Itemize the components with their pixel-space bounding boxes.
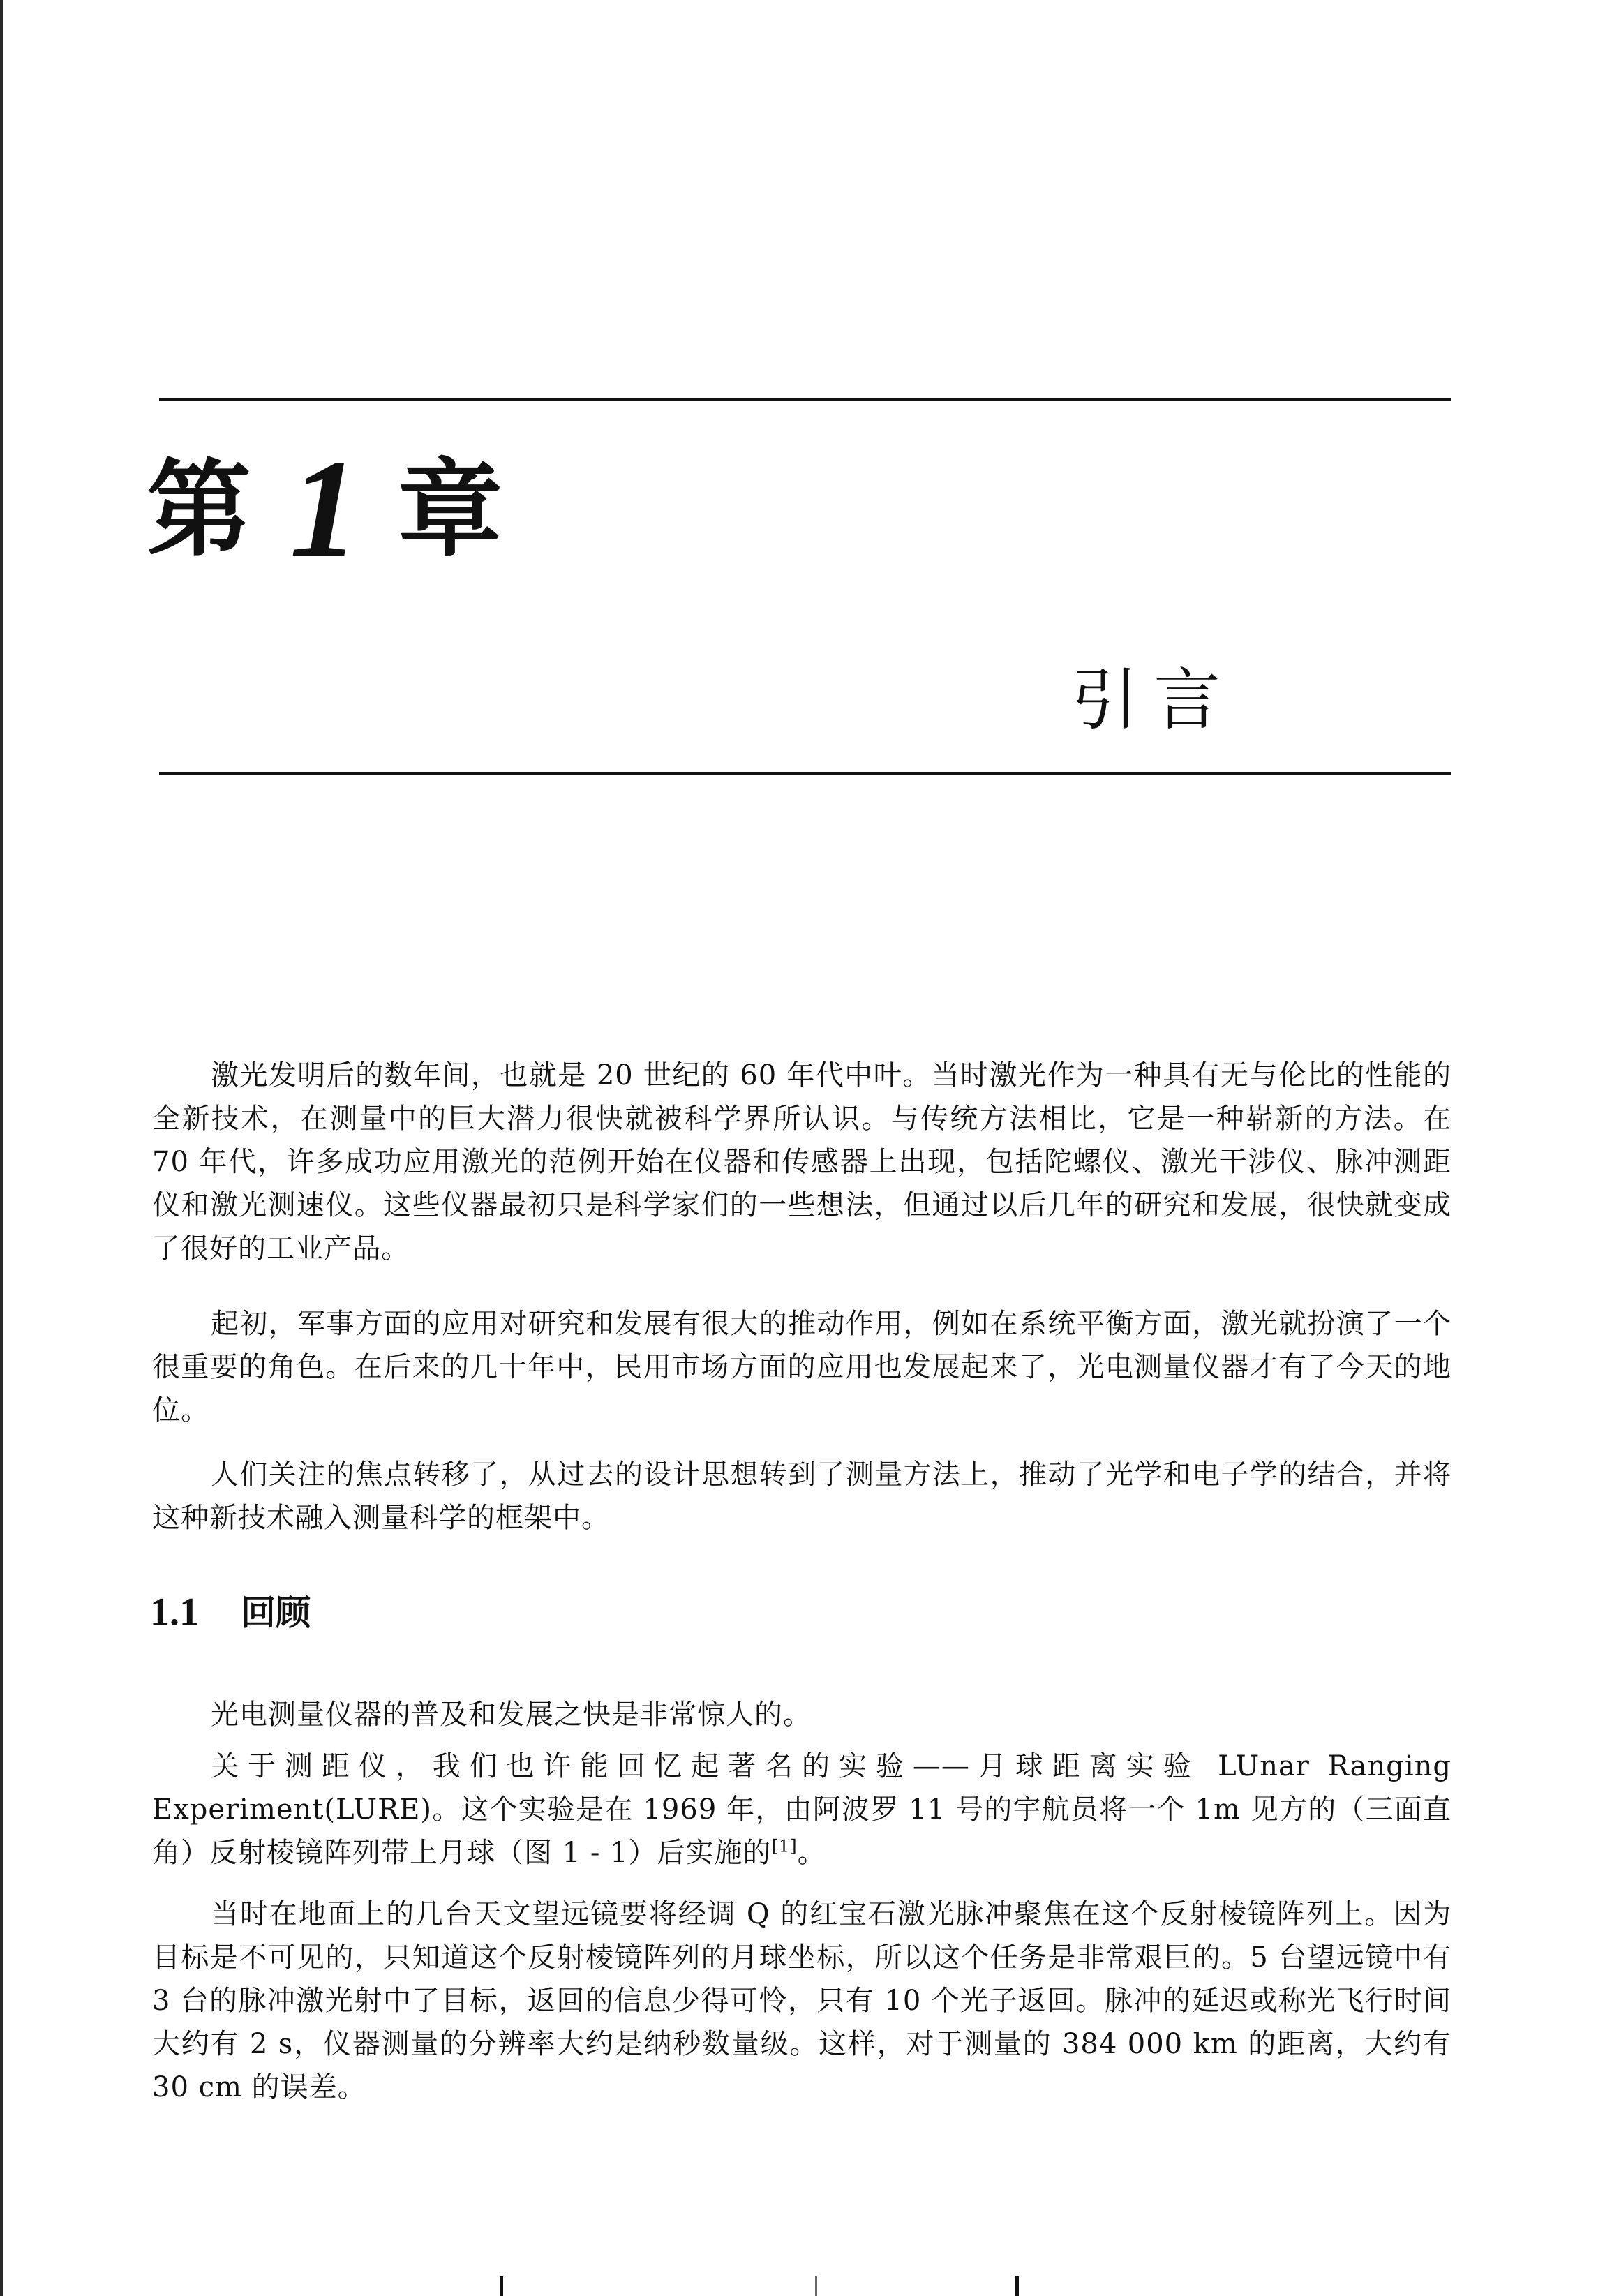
section-paragraph-end: 。	[797, 1837, 826, 1869]
section-paragraph: 当时在地面上的几台天文望远镜要将经调 Q 的红宝石激光脉冲聚焦在这个反射棱镜阵列上。因为目标是不可见的，只知道这个反射棱镜阵列的月球坐标，所以这个任务是非常艰巨的。5 台望远镜中有 3 台的脉冲激光射中了目标，返回的信息少得可怜，只有 10 个光子返回。脉冲的延迟或称光飞行时间大约有 2 s，仪器测量的分辨率大约是纳秒数量级。这样，对于测量的 384 000 km 的距离，大约有 30 cm 的误差。	[152, 1898, 1451, 2103]
citation-reference[interactable]: [1]	[771, 1836, 798, 1856]
intro-paragraph: 人们关注的焦点转移了，从过去的设计思想转到了测量方法上，推动了光学和电子学的结合，并将这种新技术融入测量科学的框架中。	[152, 1459, 1451, 1534]
section-paragraph	[152, 1745, 1451, 1874]
chapter-bottom-rule	[159, 772, 1451, 775]
intro-paragraph: 激光发明后的数年间，也就是 20 世纪的 60 年代中叶。当时激光作为一种具有无与伦比的性能的全新技术，在测量中的巨大潜力很快就被科学界所认识。与传统方法相比，它是一种崭新的方法。在 70 年代，许多成功应用激光的范例开始在仪器和传感器上出现，包括陀螺仪、激光干涉仪、脉冲测距仪和激光测速仪。这些仪器最初只是科学家们的一些想法，但通过以后几年的研究和发展，很快就变成了很好的工业产品。	[152, 1059, 1451, 1265]
section-number: 1.1	[150, 1590, 199, 1634]
scan-artifact-mark	[1015, 2276, 1019, 2296]
chapter-top-rule	[159, 398, 1451, 401]
chapter-title: 引言	[1071, 661, 1236, 739]
chapter-prefix: 第	[147, 448, 252, 571]
chapter-number: 1	[290, 432, 360, 586]
scan-page-edge	[0, 0, 3, 2296]
scan-artifact-mark	[815, 2276, 817, 2296]
section-title: 回顾	[241, 1593, 311, 1633]
chapter-suffix: 章	[398, 448, 503, 571]
section-heading	[150, 1590, 311, 1634]
chapter-heading	[147, 432, 503, 586]
scan-artifact-mark	[500, 2276, 503, 2296]
intro-paragraph: 起初，军事方面的应用对研究和发展有很大的推动作用，例如在系统平衡方面，激光就扮演了一个很重要的角色。在后来的几十年中，民用市场方面的应用也发展起来了，光电测量仪器才有了今天的地位。	[152, 1308, 1451, 1426]
section-paragraph: 光电测量仪器的普及和发展之快是非常惊人的。	[211, 1699, 812, 1731]
section-paragraph-text: 关于测距仪，我们也许能回忆起著名的实验——月球距离实验 LUnar Ranging Experiment(LURE)。这个实验是在 1969 年，由阿波罗 11 号的宇航员将一个 1m 见方的（三面直角）反射棱镜阵列带上月球（图 1 - 1）后实施的	[152, 1750, 1451, 1869]
